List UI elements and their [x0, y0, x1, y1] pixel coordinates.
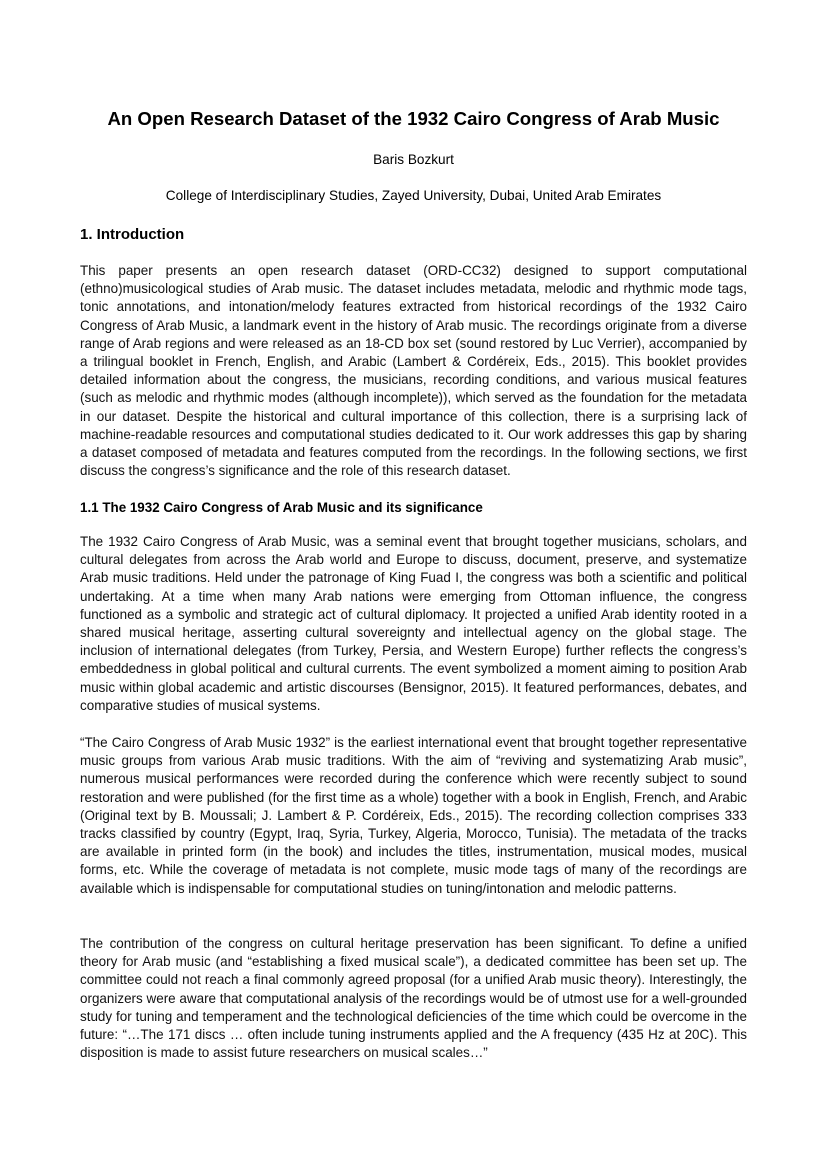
paragraph-recordings: “The Cairo Congress of Arab Music 1932” is the earliest international event that brought together representative music groups from various Arab music traditions. With the aim of “reviving and systematizing Arab music”, numerous musical performances were recorded during the conference which were recently subject to sound restoration and were published (for the first time as a whole) together with a book in English, French, and Arabic (Original text by B. Moussali; J. Lambert & P. Cordéreix, Eds., 2015). The recording collection comprises 333 tracks classified by country (Egypt, Iraq, Syria, Turkey, Algeria, Morocco, Tunisia). The metadata of the tracks are available in printed form (in the book) and includes the titles, instrumentation, musical modes, musical forms, etc. While the coverage of metadata is not complete, music mode tags of many of the recordings are available which is indispensable for computational studies on tuning/intonation and melodic patterns.: [80, 735, 747, 896]
author-affiliation: College of Interdisciplinary Studies, Zayed University, Dubai, United Arab Emirates: [165, 188, 662, 203]
section-heading-introduction: 1. Introduction: [80, 226, 185, 243]
paragraph-congress-overview: The 1932 Cairo Congress of Arab Music, was a seminal event that brought together musicians, scholars, and cultural delegates from across the Arab world and Europe to discuss, document, preserve, and systematize Arab music traditions. Held under the patronage of King Fuad I, the congress was both a scientific and political undertaking. At a time when many Arab nations were emerging from Ottoman influence, the congress functioned as a symbolic and strategic act of cultural diplomacy. It projected a unified Arab identity rooted in a shared musical heritage, asserting cultural sovereignty and intellectual agency on the global stage. The inclusion of international delegates (from Turkey, Persia, and Western Europe) further reflects the congress’s embeddedness in global political and cultural currents. The event symbolized a moment aiming to position Arab music within global academic and artistic discourses (Bensignor, 2015). It featured performances, debates, and comparative studies of musical systems.: [80, 534, 747, 713]
subsection-heading-congress-significance: 1.1 The 1932 Cairo Congress of Arab Music and its significance: [80, 500, 483, 515]
paper-title: An Open Research Dataset of the 1932 Cairo Congress of Arab Music: [107, 108, 720, 129]
paragraph-heritage-contribution: The contribution of the congress on cultural heritage preservation has been significant. To define a unified theory for Arab music (and “establishing a fixed musical scale”), a dedicated committee has been set up. The committee could not reach a final commonly agreed proposal (for a unified Arab music theory). Interestingly, the organizers were aware that computational analysis of the recordings would be of utmost use for a well-grounded study for tuning and temperament and the technological deficiencies of the time which could be overcome in the future: “…The 171 discs … often include tuning instruments applied and the A frequency (435 Hz at 20C). This disposition is made to assist future researchers on musical scales…”: [80, 936, 747, 1061]
author-name: Baris Bozkurt: [373, 152, 454, 167]
paragraph-introduction: This paper presents an open research dataset (ORD-CC32) designed to support computational (ethno)musicological studies of Arab music. The dataset includes metadata, melodic and rhythmic mode tags, tonic annotations, and intonation/melody features extracted from historical recordings of the 1932 Cairo Congress of Arab Music, a landmark event in the history of Arab music. The recordings originate from a diverse range of Arab regions and were released as an 18-CD box set (sound restored by Luc Verrier), accompanied by a trilingual booklet in French, English, and Arabic (Lambert & Cordéreix, Eds., 2015). This booklet provides detailed information about the congress, the musicians, recording conditions, and various musical features (such as melodic and rhythmic modes (although incomplete)), which served as the foundation for the metadata in our dataset. Despite the historical and cultural importance of this collection, there is a surprising lack of machine-readable resources and computational studies dedicated to it. Our work addresses this gap by sharing a dataset composed of metadata and features computed from the recordings. In the following sections, we first discuss the congress’s significance and the role of this research dataset.: [80, 263, 747, 479]
